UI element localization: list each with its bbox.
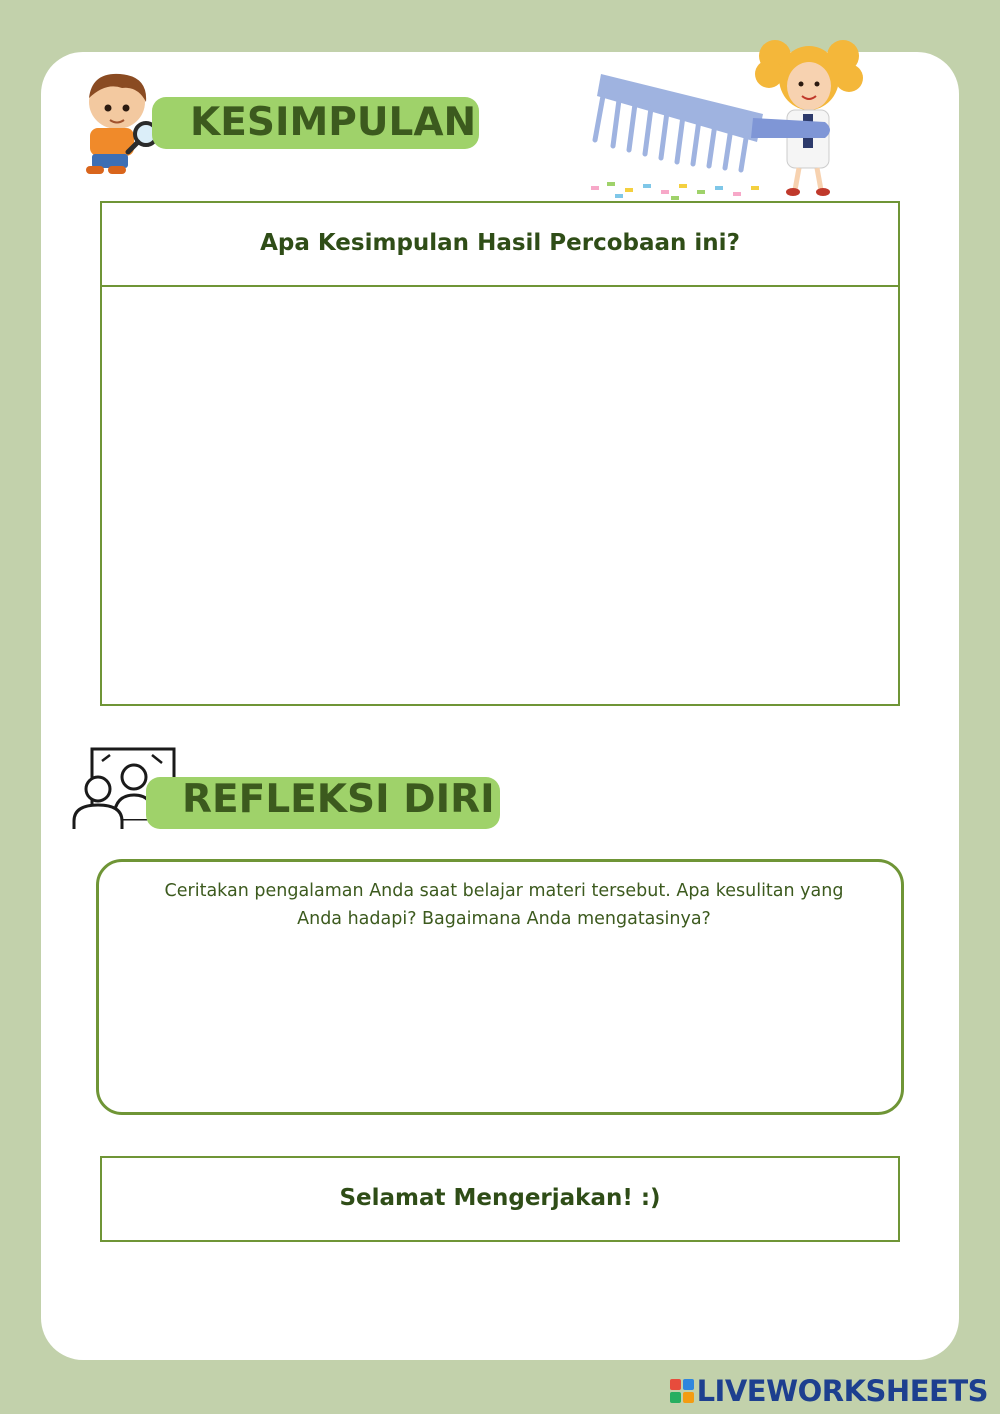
kesimpulan-answer-input[interactable] (112, 297, 892, 698)
refleksi-prompt-line1: Ceritakan pengalaman Anda saat belajar materi tersebut. Apa kesulitan yang (164, 881, 844, 901)
refleksi-title: REFLEKSI DIRI (182, 777, 495, 822)
kesimpulan-title: KESIMPULAN (190, 100, 477, 145)
refleksi-prompt (110, 877, 898, 933)
girl-comb-illustration (585, 34, 870, 202)
liveworksheets-brand: LIVEWORKSHEETS (696, 1374, 988, 1408)
boy-magnifier-illustration (72, 68, 164, 178)
closing-text: Selamat Mengerjakan! :) (339, 1185, 661, 1211)
liveworksheets-logo-icon (669, 1378, 695, 1404)
liveworksheets-logo (669, 1374, 988, 1408)
refleksi-prompt-line2: Anda hadapi? Bagaimana Anda mengatasinya? (297, 909, 711, 929)
refleksi-answer-input[interactable] (116, 940, 888, 1104)
kesimpulan-question: Apa Kesimpulan Hasil Percobaan ini? (260, 230, 740, 256)
